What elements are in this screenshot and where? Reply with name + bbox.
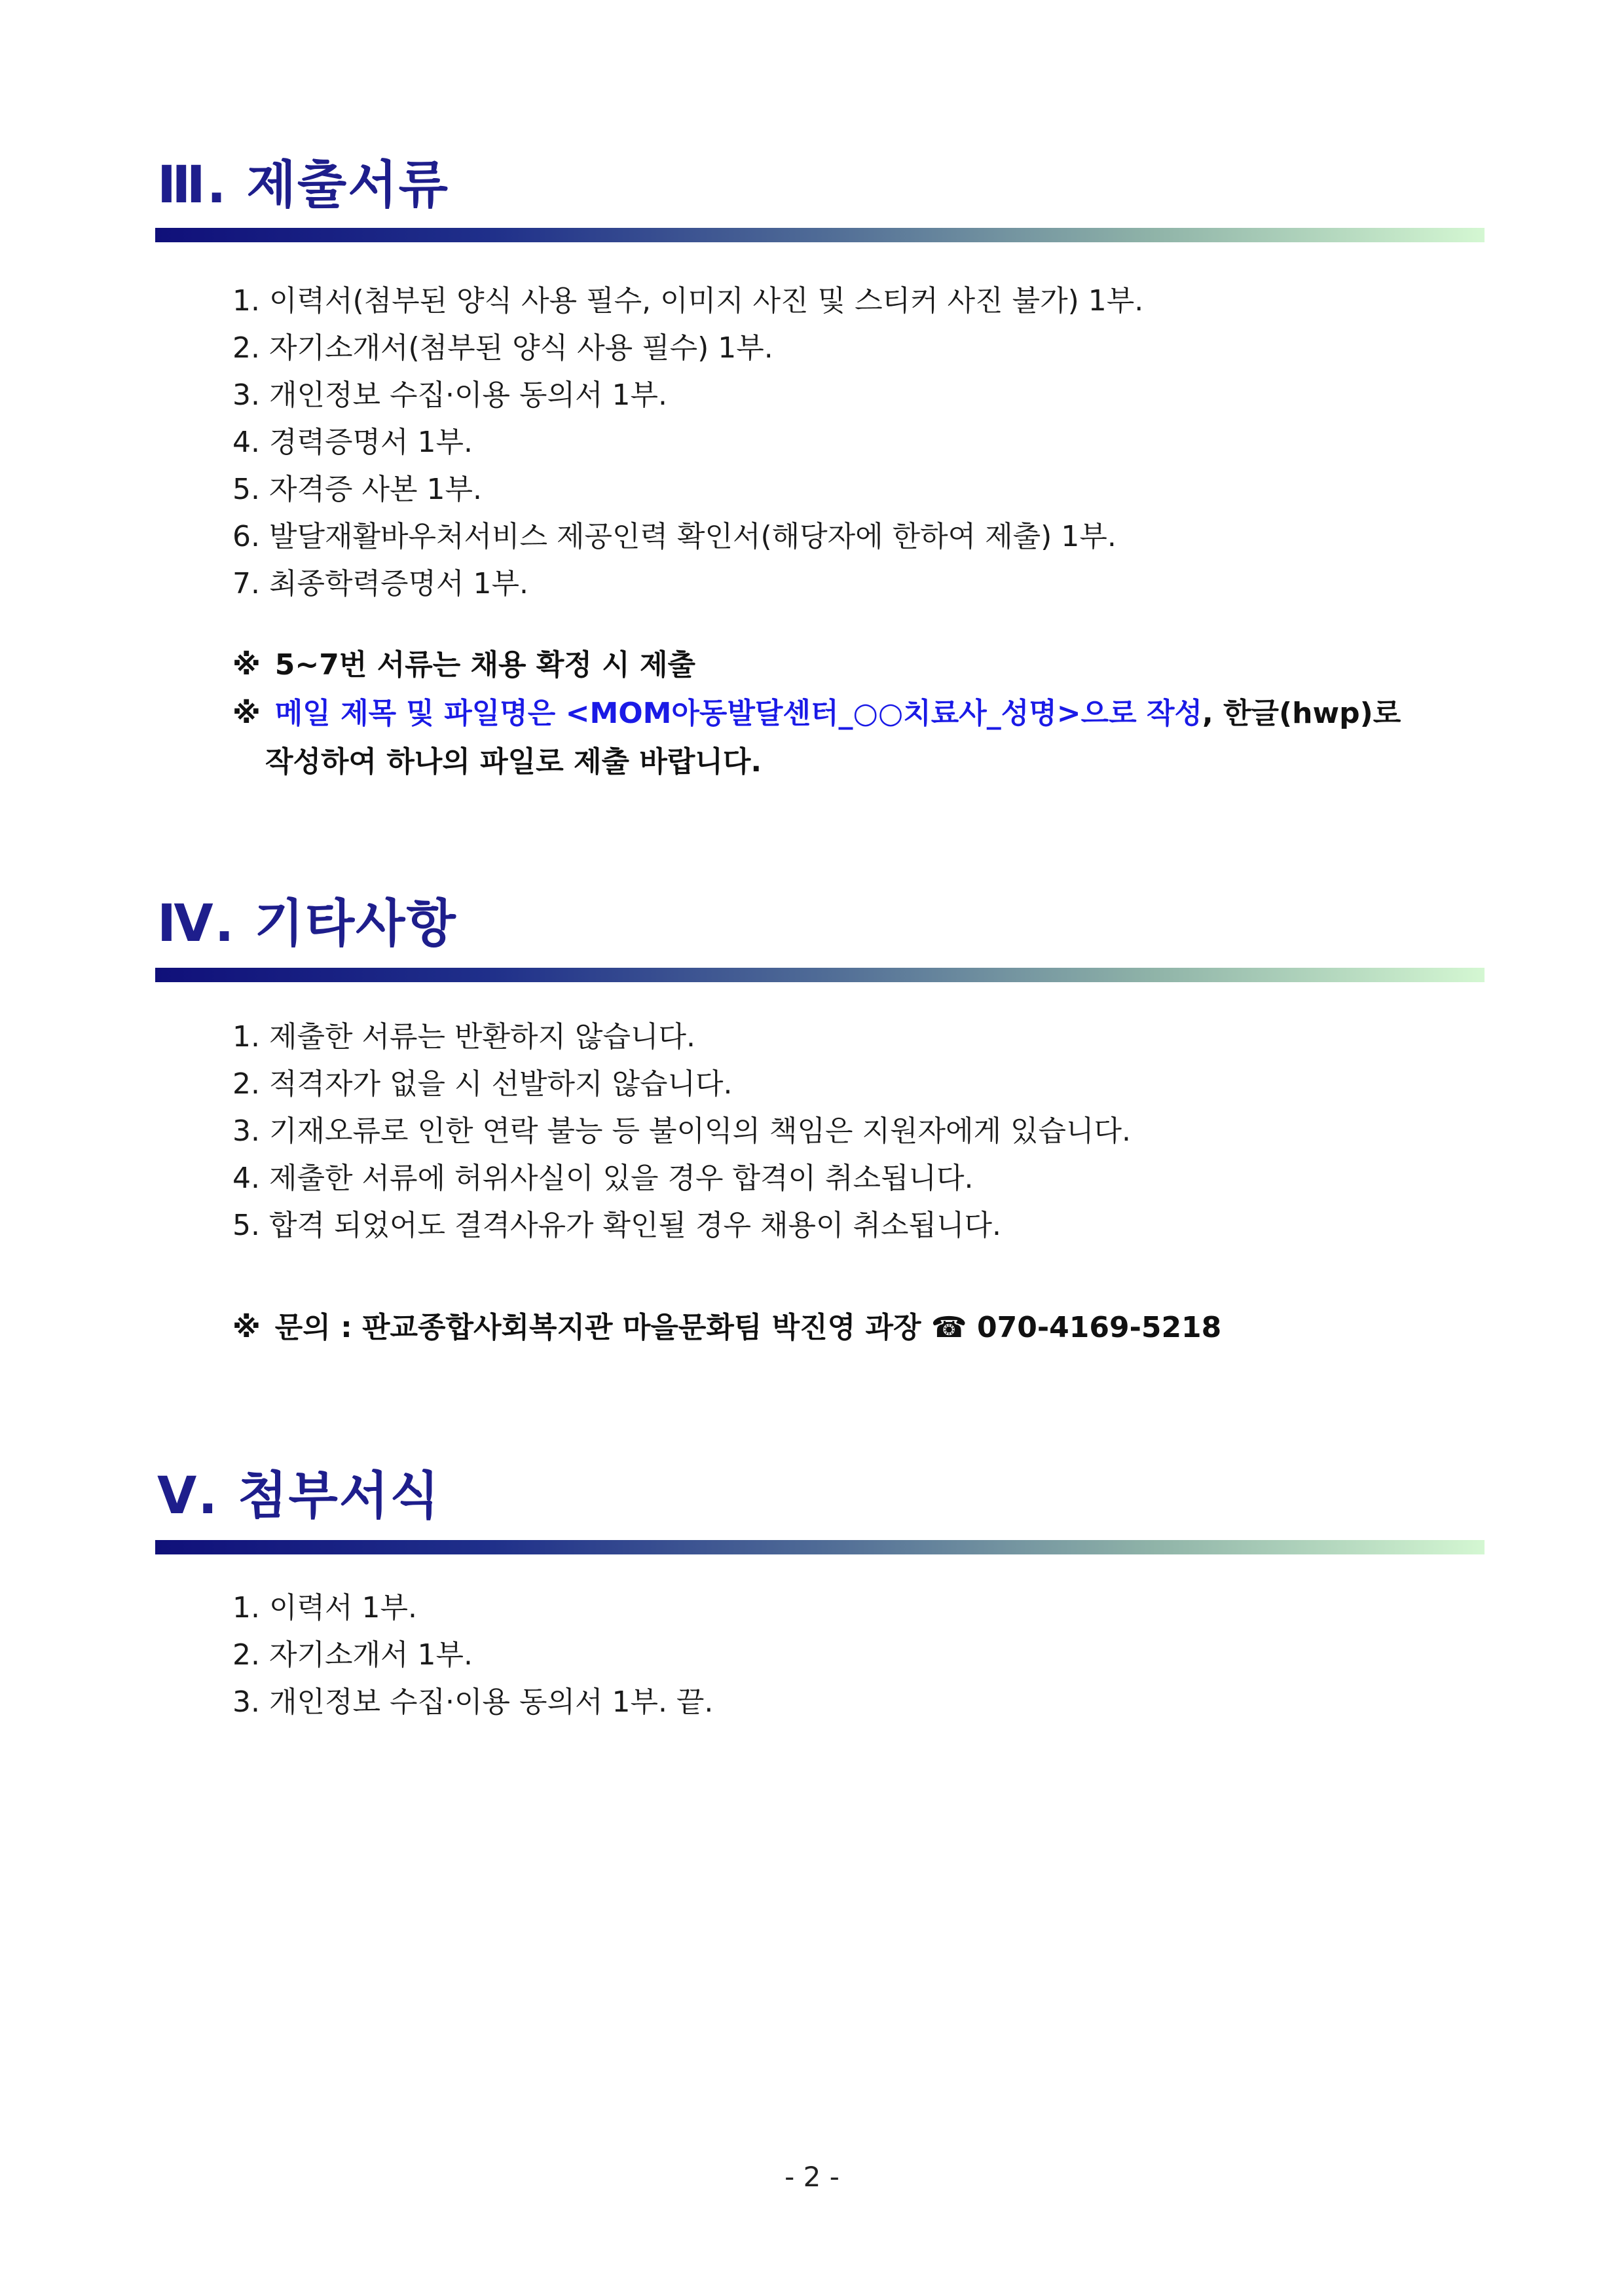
note-highlight-text: 메일 제목 및 파일명은 <MOM아동발달센터_○○치료사_성명>으로 작성: [274, 697, 1202, 730]
section-title: Ⅴ. 첨부서식: [157, 1467, 441, 1526]
list-item: 4. 경력증명서 1부.: [232, 426, 473, 459]
list-item: 6. 발달재활바우처서비스 제공인력 확인서(해당자에 한하여 제출) 1부.: [232, 520, 1116, 553]
notice-list: [232, 1014, 1131, 1249]
list-item: 5. 합격 되었어도 결격사유가 확인될 경우 채용이 취소됩니다.: [232, 1209, 1001, 1242]
reference-mark: ※: [232, 648, 261, 682]
section-divider-bar: [155, 1540, 1485, 1554]
list-item: 1. 제출한 서류는 반환하지 않습니다.: [232, 1020, 695, 1054]
note-email-instructions: [232, 690, 1401, 737]
list-item: 3. 개인정보 수집·이용 동의서 1부. 끝.: [232, 1685, 714, 1719]
list-item: 2. 자기소개서(첨부된 양식 사용 필수) 1부.: [232, 331, 773, 365]
page-number: - 2 -: [784, 2161, 840, 2193]
list-item: 3. 개인정보 수집·이용 동의서 1부.: [232, 378, 667, 412]
section-title: Ⅲ. 제출서류: [157, 156, 449, 215]
list-item: 3. 기재오류로 인한 연락 불능 등 불이익의 책임은 지원자에게 있습니다.: [232, 1114, 1131, 1148]
reference-mark: ※: [232, 1311, 261, 1344]
note-text: , 한글(hwp)로: [1202, 697, 1401, 730]
list-item: 7. 최종학력증명서 1부.: [232, 567, 528, 600]
document-list: [232, 278, 1143, 608]
list-item: 1. 이력서(첨부된 양식 사용 필수, 이미지 사진 및 스티커 사진 불가) 1부.: [232, 284, 1144, 318]
section-divider-bar: [155, 228, 1485, 242]
list-item: 1. 이력서 1부.: [232, 1591, 417, 1625]
list-item: 5. 자격증 사본 1부.: [232, 473, 482, 506]
list-item: 4. 제출한 서류에 허위사실이 있을 경우 합격이 취소됩니다.: [232, 1162, 974, 1195]
contact-note: [232, 1304, 1221, 1351]
attachment-list: [232, 1585, 713, 1726]
section-divider-bar: [155, 968, 1485, 982]
section-title: Ⅳ. 기타사항: [157, 894, 457, 953]
list-item: 2. 적격자가 없을 시 선발하지 않습니다.: [232, 1067, 733, 1101]
note-text: 5~7번 서류는 채용 확정 시 제출: [274, 648, 696, 682]
note-email-instructions-continued: 작성하여 하나의 파일로 제출 바랍니다.: [265, 745, 762, 779]
contact-text: 문의 : 판교종합사회복지관 마을문화팀 박진영 과장 ☎ 070-4169-5218: [274, 1311, 1222, 1344]
note-submission-timing: [232, 642, 695, 689]
reference-mark: ※: [232, 697, 261, 730]
list-item: 2. 자기소개서 1부.: [232, 1638, 473, 1672]
